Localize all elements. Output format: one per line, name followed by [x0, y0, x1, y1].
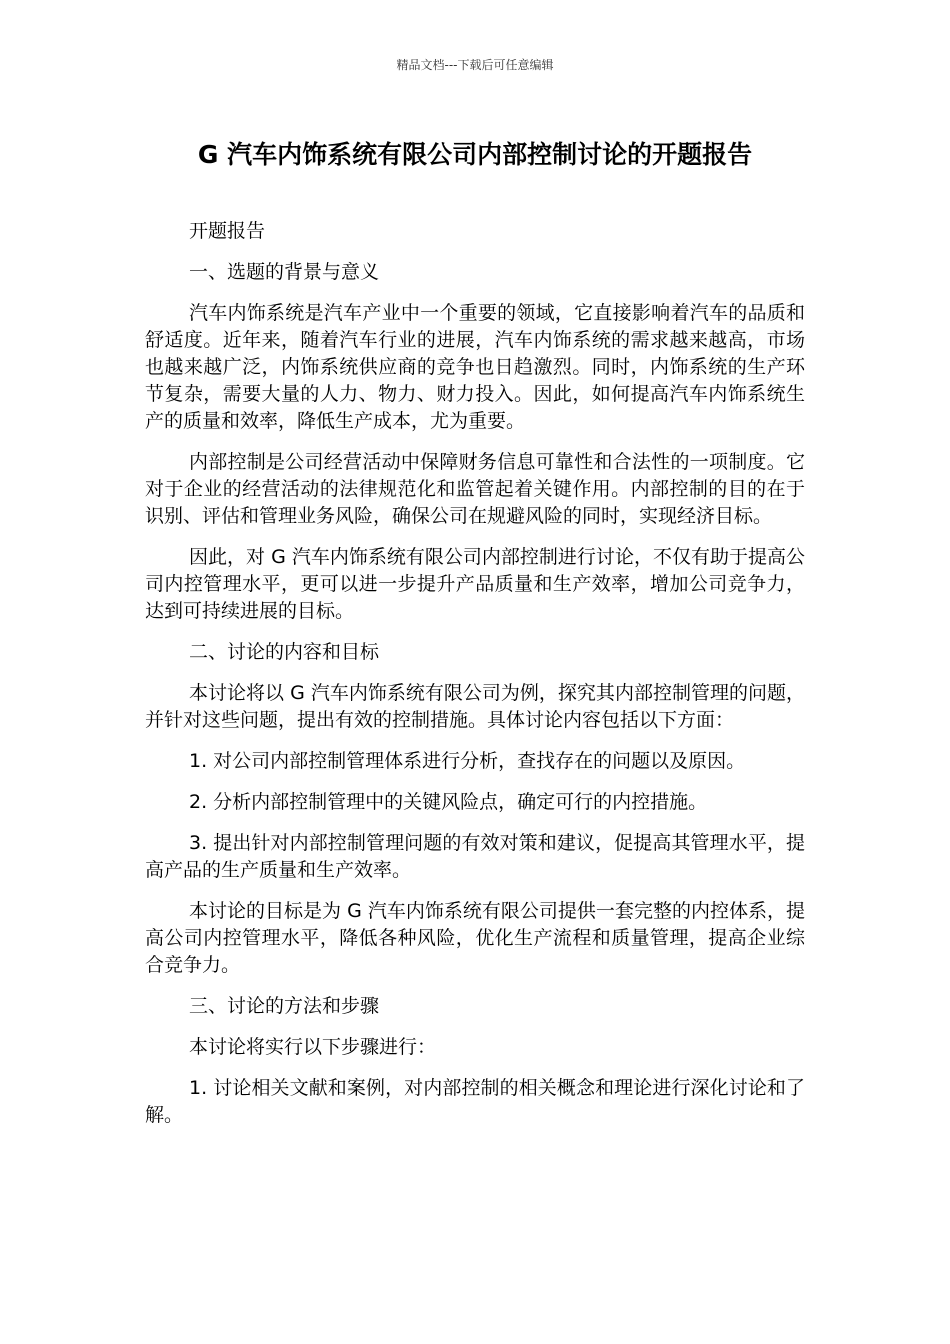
- paragraph-background-2: 内部控制是公司经营活动中保障财务信息可靠性和合法性的一项制度。它对于企业的经营活动的法律规范化和监管起着关键作用。内部控制的目的在于识别、评估和管理业务风险，确保公司在规避风险的同时，实现经济目标。: [145, 451, 805, 527]
- document-body: [145, 218, 805, 1143]
- paragraph-report-label: 开题报告: [189, 220, 266, 242]
- paragraph-method-intro: 本讨论将实行以下步骤进行：: [189, 1036, 437, 1058]
- paragraph-content-intro: 本讨论将以 G 汽车内饰系统有限公司为例，探究其内部控制管理的问题，并针对这些问题，提出有效的控制措施。具体讨论内容包括以下方面：: [145, 682, 805, 731]
- document-title: G 汽车内饰系统有限公司内部控制讨论的开题报告: [197, 140, 753, 169]
- list-item-method-1: 1. 讨论相关文献和案例，对内部控制的相关概念和理论进行深化讨论和了解。: [145, 1077, 805, 1126]
- list-item-content-3: 3. 提出针对内部控制管理问题的有效对策和建议，促提高其管理水平，提高产品的生产质量和生产效率。: [145, 832, 805, 881]
- paragraph-goal: 本讨论的目标是为 G 汽车内饰系统有限公司提供一套完整的内控体系，提高公司内控管理水平，降低各种风险，优化生产流程和质量管理，提高企业综合竞争力。: [145, 900, 805, 976]
- list-item-content-2: 2. 分析内部控制管理中的关键风险点，确定可行的内控措施。: [189, 791, 708, 813]
- section-heading-method: 三、讨论的方法和步骤: [189, 995, 380, 1017]
- paragraph-background-3: 因此，对 G 汽车内饰系统有限公司内部控制进行讨论，不仅有助于提高公司内控管理水平，更可以进一步提升产品质量和生产效率，增加公司竞争力，达到可持续进展的目标。: [145, 546, 805, 622]
- section-heading-background: 一、选题的背景与意义: [189, 261, 380, 283]
- page-header: 精品文档---下载后可任意编辑: [396, 58, 554, 72]
- section-heading-content: 二、讨论的内容和目标: [189, 641, 380, 663]
- list-item-content-1: 1. 对公司内部控制管理体系进行分析，查找存在的问题以及原因。: [189, 750, 746, 772]
- paragraph-background-1: 汽车内饰系统是汽车产业中一个重要的领域，它直接影响着汽车的品质和舒适度。近年来，随着汽车行业的进展，汽车内饰系统的需求越来越高，市场也越来越广泛，内饰系统供应商的竞争也日趋激烈。同时，内饰系统的生产环节复杂，需要大量的人力、物力、财力投入。因此，如何提高汽车内饰系统生产的质量和效率，降低生产成本，尤为重要。: [145, 302, 805, 432]
